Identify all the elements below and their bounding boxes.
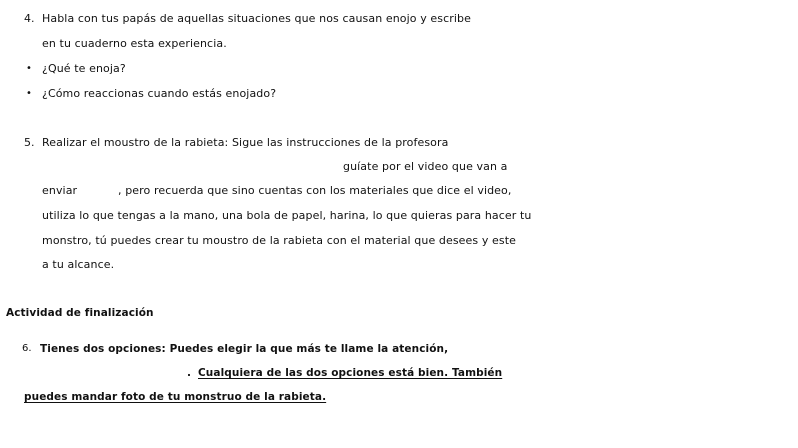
- item-4-bullet-2: ¿Cómo reaccionas cuando estás enojado?: [42, 87, 277, 100]
- bullet-icon: •: [26, 63, 32, 74]
- item-6-line-2: Cualquiera de las dos opciones está bien. También: [198, 367, 503, 379]
- item-5-line-1: Realizar el moustro de la rabieta: Sigue las instrucciones de la profesora: [42, 136, 449, 149]
- item-5-number: 5.: [24, 136, 35, 149]
- item-5-line-5: monstro, tú puedes crear tu moustro de la rabieta con el material que desees y este: [42, 234, 517, 247]
- bullet-icon: •: [26, 88, 32, 99]
- item-5-line-6: a tu alcance.: [42, 258, 115, 271]
- item-6-line-1: Tienes dos opciones: Puedes elegir la que más te llame la atención,: [40, 343, 449, 355]
- item-4-line-2: en tu cuaderno esta experiencia.: [42, 37, 227, 50]
- item-5-line-3a: enviar: [42, 184, 78, 197]
- item-5-line-4: utiliza lo que tengas a la mano, una bola de papel, harina, lo que quieras para hacer tu: [42, 209, 532, 222]
- item-5-line-3b: , pero recuerda que sino cuentas con los materiales que dice el video,: [118, 184, 512, 197]
- item-6-line-3: puedes mandar foto de tu monstruo de la rabieta.: [24, 391, 327, 403]
- item-6-number: 6.: [22, 343, 32, 354]
- item-4-line-1: Habla con tus papás de aquellas situaciones que nos causan enojo y escribe: [42, 12, 472, 25]
- item-4-bullet-1: ¿Qué te enoja?: [42, 62, 126, 75]
- item-5-line-2: guíate por el video que van a: [343, 160, 508, 173]
- item-6-line-2-prefix: .: [187, 367, 192, 379]
- item-4-number: 4.: [24, 12, 35, 25]
- section-title: Actividad de finalización: [6, 307, 154, 319]
